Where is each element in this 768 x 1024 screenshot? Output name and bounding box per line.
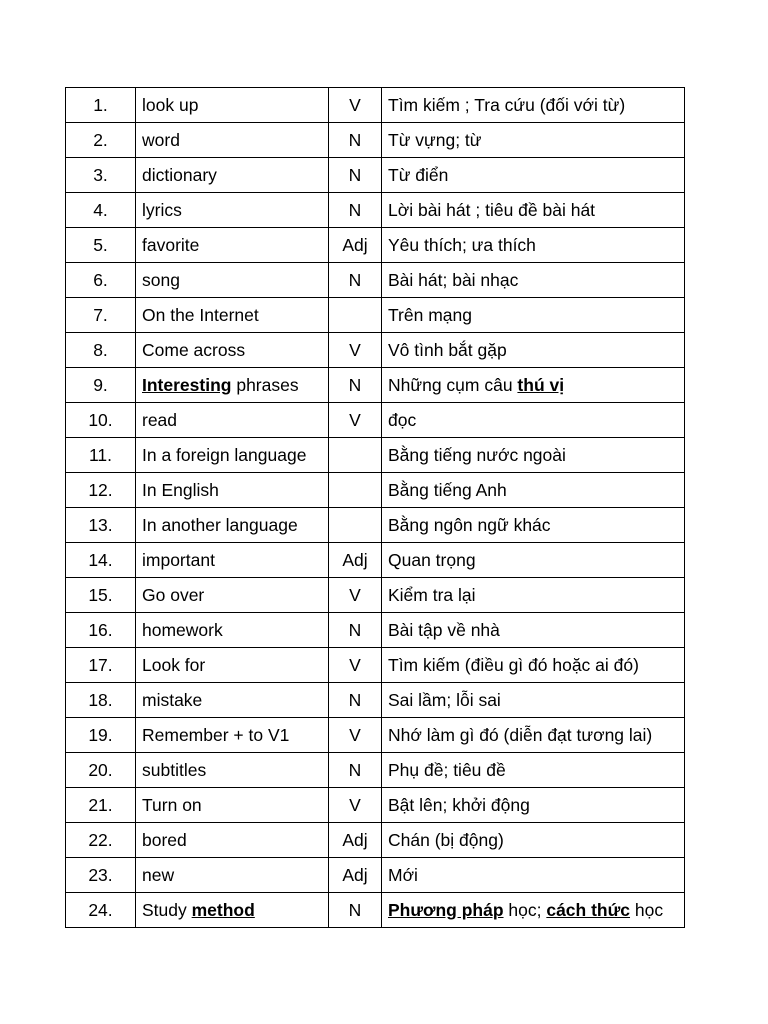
word-text: Come across <box>142 339 246 360</box>
vocab-word <box>136 788 329 823</box>
word-text: new <box>142 864 175 885</box>
vocab-word <box>136 683 329 718</box>
word-text: word <box>142 129 180 150</box>
word-text: In another language <box>142 514 298 535</box>
vocab-word <box>136 158 329 193</box>
word-text: In a foreign language <box>142 444 307 465</box>
word-text: read <box>142 409 178 430</box>
table-row <box>66 88 685 123</box>
vocab-meaning <box>382 193 685 228</box>
table-row <box>66 158 685 193</box>
meaning-text: Chán (bị động) <box>388 829 504 850</box>
part-of-speech: N <box>329 193 382 228</box>
vocab-meaning <box>382 368 685 403</box>
emphasized-text: Interesting <box>142 374 232 395</box>
part-of-speech: N <box>329 683 382 718</box>
row-number: 7. <box>66 298 136 333</box>
vocab-meaning <box>382 788 685 823</box>
vocab-meaning <box>382 648 685 683</box>
meaning-text: học; <box>503 899 547 920</box>
part-of-speech: N <box>329 753 382 788</box>
row-number: 9. <box>66 368 136 403</box>
table-row <box>66 788 685 823</box>
vocab-word <box>136 333 329 368</box>
meaning-text: Tìm kiếm ; Tra cứu (đối với từ) <box>388 94 626 115</box>
vocab-word <box>136 613 329 648</box>
vocab-word <box>136 438 329 473</box>
word-text: favorite <box>142 234 200 255</box>
meaning-text: Từ điển <box>388 164 449 185</box>
vocab-meaning <box>382 613 685 648</box>
row-number: 13. <box>66 508 136 543</box>
vocab-meaning <box>382 683 685 718</box>
row-number: 20. <box>66 753 136 788</box>
vocab-meaning <box>382 823 685 858</box>
word-text: Go over <box>142 584 205 605</box>
word-text: important <box>142 549 215 570</box>
meaning-text: Yêu thích; ưa thích <box>388 234 536 255</box>
word-text: Study <box>142 899 192 920</box>
part-of-speech: N <box>329 123 382 158</box>
part-of-speech <box>329 298 382 333</box>
part-of-speech: Adj <box>329 823 382 858</box>
word-text: Look for <box>142 654 206 675</box>
meaning-text: Trên mạng <box>388 304 472 325</box>
word-text: homework <box>142 619 223 640</box>
part-of-speech: V <box>329 788 382 823</box>
word-text: Remember + to V1 <box>142 724 290 745</box>
word-text: look up <box>142 94 199 115</box>
part-of-speech: Adj <box>329 543 382 578</box>
row-number: 10. <box>66 403 136 438</box>
row-number: 12. <box>66 473 136 508</box>
meaning-text: Kiểm tra lại <box>388 584 476 605</box>
vocab-meaning <box>382 438 685 473</box>
vocab-meaning <box>382 578 685 613</box>
vocab-meaning <box>382 508 685 543</box>
emphasized-text: Phương pháp <box>388 899 504 920</box>
meaning-text: Vô tình bắt gặp <box>388 339 507 360</box>
meaning-text: Từ vựng; từ <box>388 129 482 150</box>
table-row <box>66 858 685 893</box>
word-text: dictionary <box>142 164 217 185</box>
row-number: 1. <box>66 88 136 123</box>
meaning-text: Những cụm câu <box>388 374 518 395</box>
emphasized-text: method <box>191 899 255 920</box>
vocab-word <box>136 893 329 928</box>
vocab-word <box>136 858 329 893</box>
table-row <box>66 333 685 368</box>
part-of-speech: N <box>329 158 382 193</box>
row-number: 8. <box>66 333 136 368</box>
vocab-word <box>136 753 329 788</box>
table-row <box>66 368 685 403</box>
table-row <box>66 298 685 333</box>
vocab-meaning <box>382 858 685 893</box>
word-text: phrases <box>231 374 299 395</box>
row-number: 15. <box>66 578 136 613</box>
word-text: bored <box>142 829 187 850</box>
vocab-word <box>136 368 329 403</box>
part-of-speech: Adj <box>329 858 382 893</box>
row-number: 14. <box>66 543 136 578</box>
emphasized-text: cách thức <box>546 899 631 920</box>
meaning-text: Bài hát; bài nhạc <box>388 269 519 290</box>
part-of-speech: V <box>329 578 382 613</box>
vocab-meaning <box>382 263 685 298</box>
meaning-text: Lời bài hát ; tiêu đề bài hát <box>388 199 596 220</box>
part-of-speech <box>329 438 382 473</box>
table-row <box>66 193 685 228</box>
meaning-text: Mới <box>388 864 418 885</box>
part-of-speech <box>329 473 382 508</box>
vocab-word <box>136 578 329 613</box>
vocab-word <box>136 193 329 228</box>
vocab-meaning <box>382 718 685 753</box>
table-row <box>66 508 685 543</box>
row-number: 17. <box>66 648 136 683</box>
vocab-word <box>136 543 329 578</box>
row-number: 19. <box>66 718 136 753</box>
table-row <box>66 893 685 928</box>
row-number: 24. <box>66 893 136 928</box>
table-row <box>66 473 685 508</box>
vocab-word <box>136 123 329 158</box>
vocab-word <box>136 648 329 683</box>
vocab-meaning <box>382 123 685 158</box>
vocab-meaning <box>382 893 685 928</box>
vocab-word <box>136 298 329 333</box>
part-of-speech: V <box>329 648 382 683</box>
vocab-meaning <box>382 473 685 508</box>
word-text: Turn on <box>142 794 202 815</box>
row-number: 23. <box>66 858 136 893</box>
table-row <box>66 613 685 648</box>
vocab-word <box>136 508 329 543</box>
part-of-speech: N <box>329 263 382 298</box>
meaning-text: học <box>630 899 664 920</box>
table-row <box>66 228 685 263</box>
vocab-word <box>136 88 329 123</box>
row-number: 4. <box>66 193 136 228</box>
row-number: 16. <box>66 613 136 648</box>
vocab-meaning <box>382 88 685 123</box>
meaning-text: Bằng tiếng nước ngoài <box>388 444 566 465</box>
vocab-word <box>136 823 329 858</box>
table-row <box>66 753 685 788</box>
vocab-meaning <box>382 158 685 193</box>
table-row <box>66 648 685 683</box>
part-of-speech: N <box>329 368 382 403</box>
meaning-text: Nhớ làm gì đó (diễn đạt tương lai) <box>388 724 653 745</box>
table-row <box>66 263 685 298</box>
row-number: 6. <box>66 263 136 298</box>
meaning-text: Sai lầm; lỗi sai <box>388 689 501 710</box>
row-number: 5. <box>66 228 136 263</box>
word-text: In English <box>142 479 219 500</box>
meaning-text: Quan trọng <box>388 549 476 570</box>
row-number: 3. <box>66 158 136 193</box>
vocab-meaning <box>382 403 685 438</box>
word-text: mistake <box>142 689 203 710</box>
vocab-meaning <box>382 543 685 578</box>
row-number: 21. <box>66 788 136 823</box>
emphasized-text: thú vị <box>517 374 565 395</box>
vocab-word <box>136 473 329 508</box>
meaning-text: đọc <box>388 409 417 430</box>
row-number: 2. <box>66 123 136 158</box>
vocab-meaning <box>382 298 685 333</box>
vocabulary-table-body <box>66 88 685 928</box>
word-text: On the Internet <box>142 304 259 325</box>
word-text: lyrics <box>142 199 182 220</box>
part-of-speech: N <box>329 893 382 928</box>
part-of-speech <box>329 508 382 543</box>
meaning-text: Bằng ngôn ngữ khác <box>388 514 551 535</box>
vocab-meaning <box>382 333 685 368</box>
table-row <box>66 403 685 438</box>
part-of-speech: V <box>329 333 382 368</box>
table-row <box>66 578 685 613</box>
part-of-speech: V <box>329 88 382 123</box>
meaning-text: Tìm kiếm (điều gì đó hoặc ai đó) <box>388 654 639 675</box>
word-text: subtitles <box>142 759 207 780</box>
vocab-meaning <box>382 228 685 263</box>
meaning-text: Phụ đề; tiêu đề <box>388 759 506 780</box>
meaning-text: Bằng tiếng Anh <box>388 479 507 500</box>
meaning-text: Bài tập về nhà <box>388 619 500 640</box>
part-of-speech: V <box>329 718 382 753</box>
vocab-word <box>136 263 329 298</box>
row-number: 18. <box>66 683 136 718</box>
part-of-speech: V <box>329 403 382 438</box>
table-row <box>66 823 685 858</box>
word-text: song <box>142 269 180 290</box>
table-row <box>66 438 685 473</box>
table-row <box>66 683 685 718</box>
part-of-speech: Adj <box>329 228 382 263</box>
table-row <box>66 543 685 578</box>
table-row <box>66 718 685 753</box>
vocabulary-table <box>65 87 685 928</box>
vocab-word <box>136 228 329 263</box>
vocab-meaning <box>382 753 685 788</box>
part-of-speech: N <box>329 613 382 648</box>
vocab-word <box>136 403 329 438</box>
row-number: 22. <box>66 823 136 858</box>
row-number: 11. <box>66 438 136 473</box>
vocab-word <box>136 718 329 753</box>
table-row <box>66 123 685 158</box>
meaning-text: Bật lên; khởi động <box>388 794 530 815</box>
